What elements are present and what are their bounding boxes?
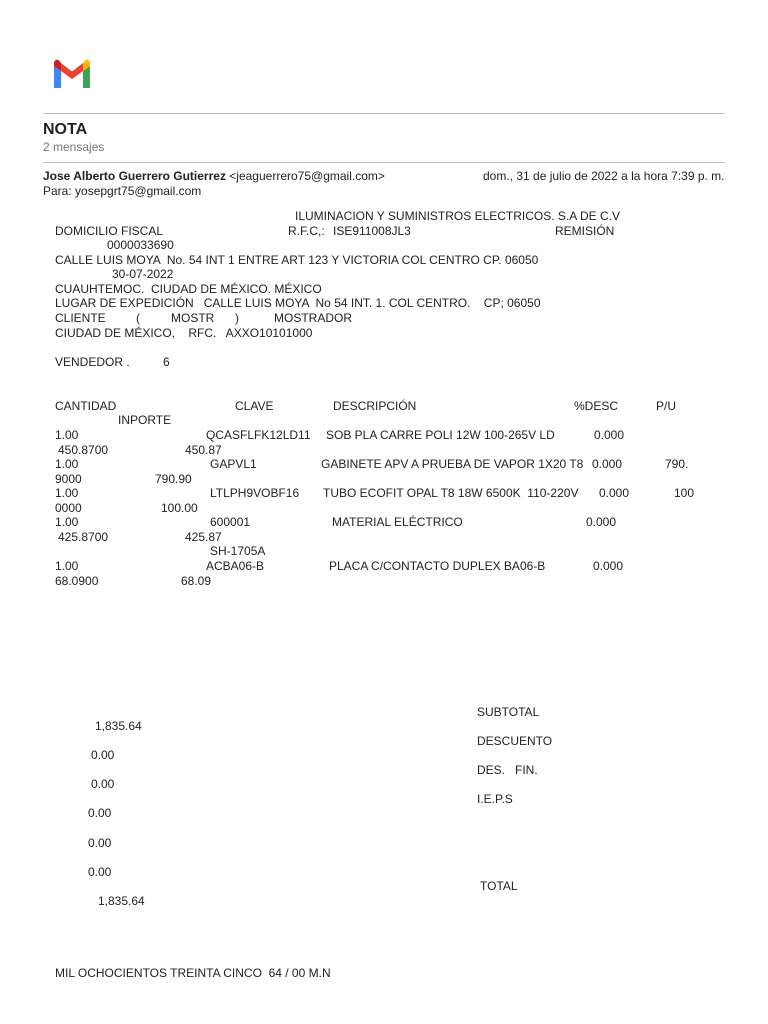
header-divider [43,113,725,114]
item-cantidad: 1.00 [55,486,79,500]
item-importe: 68.09 [181,574,212,588]
item-importe: 100.00 [161,501,198,515]
total-value: 1,835.64 [98,894,145,908]
item-clave: 600001 [210,515,251,529]
item-cantidad: 1.00 [55,515,79,529]
cliente-close-paren: ) [235,311,239,325]
item-desc: 0.000 [586,515,617,529]
remision-number: 0000033690 [107,238,174,252]
domicilio-label: DOMICILIO FISCAL [55,224,164,238]
document-date: 30-07-2022 [112,267,174,281]
item-desc: 0.000 [593,559,624,573]
thread-divider [43,162,725,163]
item-cantidad: 1.00 [55,457,79,471]
item-descripcion: MATERIAL ELÉCTRICO [332,515,463,529]
cliente-label: CLIENTE [55,311,106,325]
item-pu: 450.8700 [58,443,109,457]
cliente-open-paren: ( [136,311,140,325]
sender-email: <jeaguerrero75@gmail.com> [225,169,385,183]
item-pu-part1: 100 [674,486,695,500]
header-importe: INPORTE [118,413,172,427]
header-pu: P/U [656,399,677,413]
header-clave: CLAVE [235,399,274,413]
subtotal-label: SUBTOTAL [477,705,540,719]
item-desc: 0.000 [592,457,623,471]
item-clave: LTLPH9VOBF16 [210,486,300,500]
gmail-logo-icon [52,58,92,90]
rfc-label: R.F.C,: [288,224,325,238]
descuento-value: 0.00 [91,748,115,762]
company-name: ILUMINACION Y SUMINISTROS ELECTRICOS. S.A DE C.V [295,209,620,223]
item-pu: 425.8700 [58,530,109,544]
item-importe: 425.87 [185,530,222,544]
item-clave-secondary: ACBA06-B [206,559,265,573]
address: CALLE LUIS MOYA No. 54 INT 1 ENTRE ART 123 Y VICTORIA COL CENTRO CP. 06050 [55,253,539,267]
total-line-value: 0.00 [88,865,112,879]
email-date: dom., 31 de julio de 2022 a la hora 7:39 p. m. [483,169,725,183]
cliente-code: MOSTR [171,311,215,325]
item-importe: 790.90 [155,472,192,486]
cliente-city-rfc: CIUDAD DE MÉXICO, RFC. AXXO10101000 [55,326,313,340]
amount-in-words: MIL OCHOCIENTOS TREINTA CINCO 64 / 00 M.N [55,966,331,980]
vendedor-value: 6 [163,355,170,369]
ieps-label: I.E.P.S [477,792,513,806]
city: CUAUHTEMOC. CIUDAD DE MÉXICO. MÉXICO [55,282,322,296]
vendedor-label: VENDEDOR . [55,355,130,369]
desfin-label: DES. FIN. [477,763,538,777]
item-desc: 0.000 [599,486,630,500]
lugar-expedicion: LUGAR DE EXPEDICIÓN CALLE LUIS MOYA No 54 INT. 1. COL CENTRO. CP; 06050 [55,296,541,310]
item-descripcion: TUBO ECOFIT OPAL T8 18W 6500K 110-220V [323,486,579,500]
total-line-value: 0.00 [88,836,112,850]
item-cantidad: 1.00 [55,559,79,573]
item-pu-part1: 790. [665,457,689,471]
item-descripcion: GABINETE APV A PRUEBA DE VAPOR 1X20 T8 [321,457,584,471]
item-clave: QCASFLFK12LD11 [206,428,311,442]
descuento-label: DESCUENTO [477,734,553,748]
remision-label: REMISIÓN [555,224,615,238]
header-cantidad: CANTIDAD [55,399,117,413]
recipient: Para: yosepgrt75@gmail.com [43,184,202,198]
item-descripcion: PLACA C/CONTACTO DUPLEX BA06-B [329,559,546,573]
sender [43,169,385,183]
item-pu: 68.0900 [55,574,99,588]
total-label: TOTAL [480,879,518,893]
desfin-value: 0.00 [91,777,115,791]
ieps-value: 0.00 [88,806,112,820]
item-clave: GAPVL1 [210,457,257,471]
email-subject: NOTA [43,121,88,138]
cliente-name: MOSTRADOR [274,311,352,325]
item-cantidad: 1.00 [55,428,79,442]
item-pu-part2: 9000 [55,472,82,486]
message-count: 2 mensajes [43,140,105,154]
header-descripcion: DESCRIPCIÓN [333,399,417,413]
item-pu-part2: 0000 [55,501,82,515]
rfc-value: ISE911008JL3 [333,224,411,238]
subtotal-value: 1,835.64 [95,719,142,733]
item-desc: 0.000 [594,428,625,442]
item-descripcion: SOB PLA CARRE POLI 12W 100-265V LD [326,428,555,442]
item-clave: SH-1705A [210,544,266,558]
header-desc: %DESC [574,399,619,413]
item-importe: 450.87 [185,443,222,457]
sender-name: Jose Alberto Guerrero Gutierrez [43,169,226,183]
